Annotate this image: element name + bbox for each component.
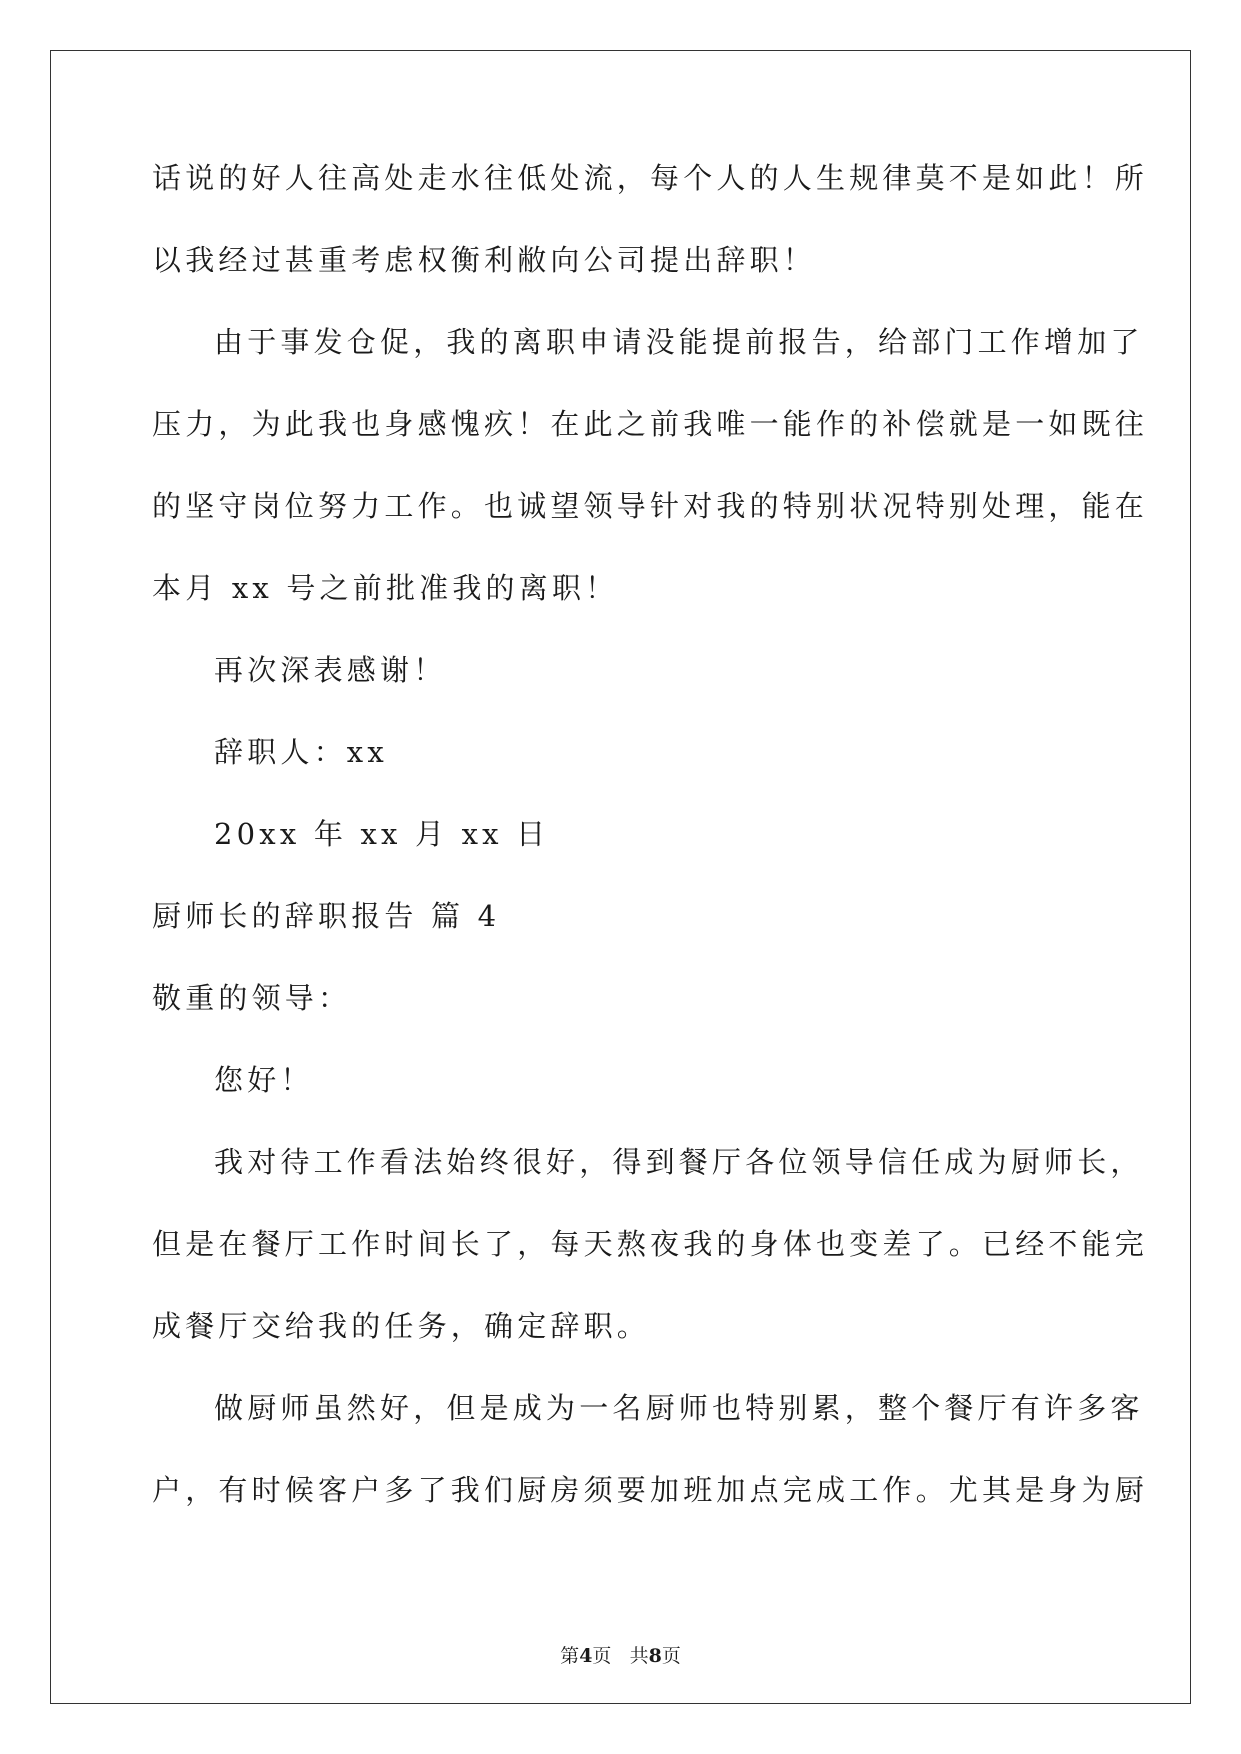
text-line: 以我经过甚重考虑权衡利敝向公司提出辞职！ — [152, 243, 817, 277]
text-line: 成餐厅交给我的任务，确定辞职。 — [152, 1309, 651, 1343]
footer-prefix: 第 — [560, 1645, 580, 1667]
text-line: 由于事发仓促，我的离职申请没能提前报告，给部门工作增加了 — [214, 325, 1144, 359]
text-line: 户，有时候客户多了我们厨房须要加班加点完成工作。尤其是身为厨 — [152, 1473, 1149, 1507]
total-page-number: 8 — [648, 1645, 662, 1667]
greeting: 您好！ — [214, 1063, 314, 1097]
current-page-number: 4 — [579, 1645, 593, 1667]
signature-line: 辞职人：xx — [214, 735, 388, 769]
text-line: 本月 xx 号之前批准我的离职！ — [152, 571, 619, 605]
text-line: 做厨师虽然好，但是成为一名厨师也特别累，整个餐厅有许多客 — [214, 1391, 1144, 1425]
text-line: 但是在餐厅工作时间长了，每天熬夜我的身体也变差了。已经不能完 — [152, 1227, 1149, 1261]
text-line: 压力，为此我也身感愧疚！在此之前我唯一能作的补偿就是一如既往 — [152, 407, 1149, 441]
text-line: 的坚守岗位努力工作。也诚望领导针对我的特别状况特别处理，能在 — [152, 489, 1149, 523]
closing-thanks: 再次深表感谢！ — [214, 653, 447, 687]
footer-total-prefix: 共 — [629, 1645, 649, 1667]
salutation: 敬重的领导： — [152, 981, 352, 1015]
document-body — [152, 161, 1149, 1556]
page-footer — [0, 1641, 1241, 1668]
text-line: 话说的好人往高处走水往低处流，每个人的人生规律莫不是如此！所 — [152, 161, 1149, 195]
date-line: 20xx 年 xx 月 xx 日 — [214, 817, 550, 851]
text-line: 我对待工作看法始终很好，得到餐厅各位领导信任成为厨师长， — [214, 1145, 1144, 1179]
footer-total-suffix: 页 — [661, 1645, 681, 1667]
section-heading: 厨师长的辞职报告 篇 4 — [152, 899, 501, 933]
footer-page-suffix: 页 — [592, 1645, 612, 1667]
